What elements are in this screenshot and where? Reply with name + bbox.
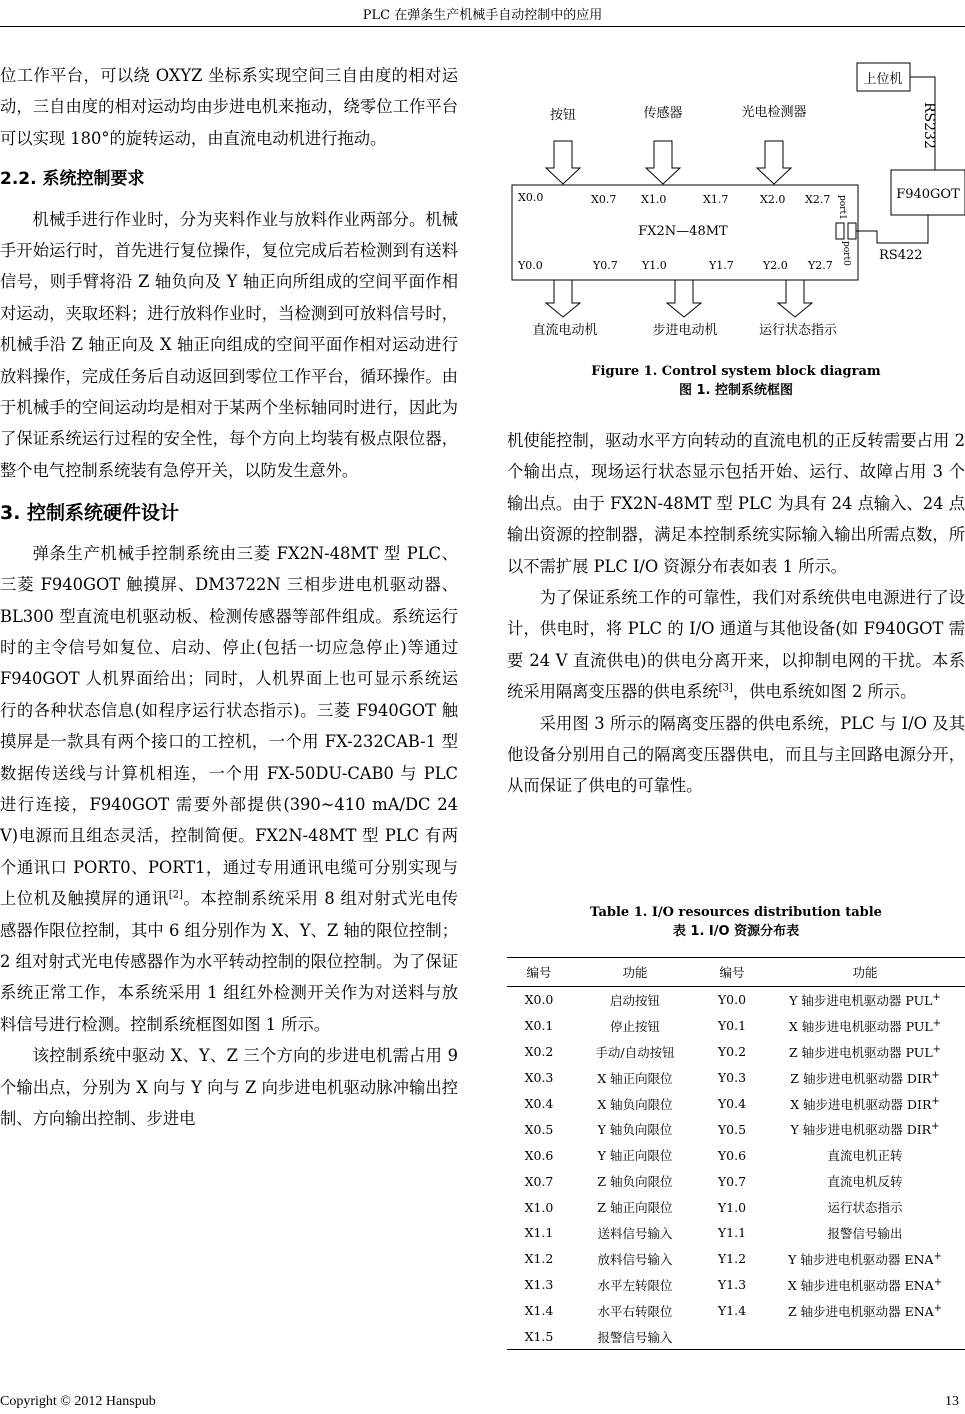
cell-output-function-text: X 轴步进电机驱动器 PUL: [788, 1018, 933, 1034]
cell-output-no: [699, 1142, 765, 1168]
cell-input-no-text: X1.3: [524, 1277, 554, 1293]
left-column: [0, 60, 458, 1134]
signal-polarity-sup: +: [933, 1302, 943, 1314]
cell-output-no-text: Y1.4: [717, 1303, 747, 1319]
cell-input-no: [507, 1220, 571, 1246]
control-block-diagram: [507, 55, 965, 345]
hardware-text-b: 。本控制系统采用 8 组对射式光电传感器作限位控制，其中 6 组分别作为 X、Y、Z 轴的限位控制；2 组对射式光电传感器作为水平转动控制的限位控制。为了保证系统正常工作，本系统采用 1 组红外检测开关作为对送料与放料信号进行检测。控制系统框图如图 1 所示。: [0, 889, 458, 1034]
cell-output-no: [699, 1324, 765, 1350]
section-heading-2-2: 2.2. 系统控制要求: [0, 169, 145, 190]
cell-input-function-text: 放料信号输入: [597, 1251, 673, 1267]
signal-polarity-sup: +: [931, 1121, 940, 1133]
header-output-function: 功能: [765, 958, 965, 987]
cell-output-function-text: Y 轴步进电机驱动器 DIR: [790, 1122, 932, 1138]
cell-output-function: [765, 1039, 965, 1065]
table-row: [507, 1272, 965, 1298]
port1-connector: [836, 223, 844, 239]
cell-output-function-text: X 轴步进电机驱动器 DIR: [790, 1096, 932, 1112]
running-header: PLC 在弹条生产机械手自动控制中的应用: [362, 8, 603, 23]
input-pin-label: X2.7: [805, 193, 831, 206]
header-input-function: 功能: [571, 958, 699, 987]
output-pin-label: Y2.7: [808, 259, 833, 272]
table-row: [507, 1194, 965, 1220]
header-output-no: 编号: [699, 958, 765, 987]
cell-output-function: [765, 987, 965, 1013]
cell-output-function: [765, 1272, 965, 1298]
cell-input-function: [571, 1091, 699, 1117]
cell-output-function: [765, 1246, 965, 1272]
cell-output-no: [699, 1220, 765, 1246]
cell-input-no-text: X1.2: [524, 1251, 554, 1267]
cell-input-function-text: 水平右转限位: [597, 1303, 673, 1319]
cell-output-no-text: Y1.2: [717, 1251, 747, 1267]
signal-polarity-sup: +: [933, 1250, 942, 1262]
rs232-label: RS232: [921, 102, 937, 149]
cell-output-no-text: Y0.2: [717, 1044, 747, 1060]
cell-output-function: [765, 1013, 965, 1039]
io-resource-table: [507, 957, 965, 1350]
cell-output-no: [699, 1039, 765, 1065]
cell-output-function-text: 运行状态指示: [827, 1200, 903, 1216]
cell-output-function: [765, 1142, 965, 1168]
cell-input-no-text: X0.5: [524, 1121, 554, 1137]
cell-output-function: [765, 1194, 965, 1220]
rs422-link: [856, 215, 928, 243]
section-heading-3: 3. 控制系统硬件设计: [0, 502, 180, 525]
cell-input-no-text: X0.2: [524, 1044, 554, 1060]
cell-input-no: [507, 1324, 571, 1350]
cell-output-function: [765, 1065, 965, 1091]
cell-input-function: [571, 1194, 699, 1220]
table-row: [507, 1116, 965, 1142]
citation-2[interactable]: [2]: [168, 889, 183, 901]
cell-output-no-text: Y1.0: [717, 1199, 747, 1215]
output-pin-label: Y2.0: [763, 259, 788, 272]
cell-output-no: [699, 1272, 765, 1298]
cell-output-function-text: 直流电机正转: [827, 1148, 903, 1164]
cell-input-no: [507, 1091, 571, 1117]
output-pin-label: Y0.0: [518, 259, 543, 272]
cell-output-no-text: Y0.4: [717, 1096, 747, 1111]
table-body: [507, 987, 965, 1350]
table-row: [507, 1091, 965, 1117]
hmi-label: F940GOT: [896, 187, 960, 202]
cell-output-function: [765, 1168, 965, 1194]
host-computer-label: 上位机: [863, 72, 903, 87]
paragraph-output-points: 机使能控制，驱动水平方向转动的直流电机的正反转需要占用 2 个输出点，现场运行状态显示包括开始、运行、故障占用 3 个输出点。由于 FX2N-48MT 型 PLC 为具有 24 点输入、24 点输出资源的控制器，满足本控制系统实际输入输出所需点数，所以不需扩展 PLC I/O 资源分布表如表 1 所示。: [507, 431, 965, 576]
cell-output-no: [699, 1116, 765, 1142]
cell-input-function-text: Y 轴负向限位: [597, 1122, 673, 1138]
input-arrow: [546, 141, 580, 184]
output-label-dc-motor: 直流电动机: [532, 323, 598, 338]
cell-input-no: [507, 1194, 571, 1220]
output-pin-label: Y1.7: [709, 259, 734, 272]
cell-output-no: [699, 987, 765, 1013]
cell-input-function: [571, 1220, 699, 1246]
cell-input-no-text: X0.1: [524, 1018, 554, 1034]
cell-output-function-text: Y 轴步进电机驱动器 ENA: [788, 1251, 934, 1267]
table-row: [507, 1298, 965, 1324]
cell-input-function-text: 停止按钮: [609, 1018, 660, 1034]
cell-input-no: [507, 1168, 571, 1194]
signal-polarity-sup: +: [931, 1095, 940, 1107]
cell-input-function-text: Z 轴正向限位: [597, 1200, 673, 1216]
footer-copyright: Copyright © 2012 Hanspub: [0, 1394, 156, 1409]
cell-output-function-text: Z 轴步进电机驱动器 PUL: [788, 1044, 933, 1060]
input-pin-label: X1.7: [703, 193, 729, 206]
output-arrow: [778, 280, 812, 317]
cell-output-function-text: Z 轴步进电机驱动器 DIR: [790, 1070, 932, 1086]
cell-input-function: [571, 1142, 699, 1168]
cell-output-no-text: Y1.3: [717, 1277, 747, 1293]
header-rule: [0, 26, 965, 27]
cell-input-function: [571, 1065, 699, 1091]
cell-input-function-text: X 轴负向限位: [597, 1096, 673, 1112]
cell-input-no-text: X1.1: [524, 1225, 554, 1241]
cell-input-function-text: 水平左转限位: [597, 1277, 673, 1293]
cell-output-function: [765, 1298, 965, 1324]
table-row: [507, 1324, 965, 1350]
table-row: [507, 987, 965, 1013]
cell-input-function-text: Z 轴负向限位: [597, 1174, 673, 1190]
figure1-caption: [507, 362, 965, 400]
signal-polarity-sup: +: [932, 1017, 942, 1029]
cell-input-function-text: 报警信号输入: [597, 1329, 673, 1345]
cell-input-no: [507, 1298, 571, 1324]
cell-input-no-text: X1.4: [524, 1303, 554, 1319]
table-row: [507, 1220, 965, 1246]
cell-input-no: [507, 1065, 571, 1091]
input-label-photodetector: 光电检测器: [741, 105, 807, 120]
input-pin-label: X1.0: [641, 193, 667, 206]
output-pin-label: Y0.7: [593, 259, 618, 272]
signal-polarity-sup: +: [933, 1276, 943, 1288]
right-column: [507, 425, 965, 802]
cell-input-function-text: 启动按钮: [609, 992, 660, 1008]
table1-caption: [507, 903, 965, 941]
cell-input-no: [507, 1246, 571, 1272]
cell-output-function-text: 报警信号输出: [827, 1225, 903, 1241]
table-row: [507, 1168, 965, 1194]
input-label-sensor: 传感器: [643, 106, 683, 121]
cell-output-no-text: Y0.1: [717, 1018, 747, 1034]
paragraph-isolation-transformer: 采用图 3 所示的隔离变压器的供电系统，PLC 与 I/O 及其他设备分别用自己的隔离变压器供电，而且与主回路电源分开，从而保证了供电的可靠性。: [507, 713, 965, 796]
hardware-text-a: 弹条生产机械手控制系统由三菱 FX2N-48MT 型 PLC、三菱 F940GOT 触摸屏、DM3722N 三相步进电机驱动器、BL300 型直流电机驱动板、检测传感器等部件组成。系统运行时的主令信号如复位、启动、停止(包括一切应急停止)等通过 F940GOT 人机界面给出；同时，人机界面上也可显示系统运行的各种状态信息(如程序运行状态指示)。三菱 F940GOT 触摸屏是一款具有两个接口的工控机，一个用 FX-232CAB-1 型数据传送线与计算机相连，一个用 FX-50DU-CAB0 与 PLC 进行连接，F940GOT 需要外部提供(390~410 mA/DC 24 V)电源而且组态灵活，控制简便。FX2N-48MT 型 PLC 有两个通讯口 PORT0、PORT1，通过专用通讯电缆可分别实现与上位机及触摸屏的通讯: [0, 543, 458, 909]
figure1-caption-en: Figure 1. Control system block diagram: [591, 364, 881, 379]
header-input-no: 编号: [507, 958, 571, 987]
cell-input-no: [507, 1272, 571, 1298]
signal-polarity-sup: +: [932, 991, 941, 1003]
table-header-row: [507, 958, 965, 987]
cell-input-no: [507, 1142, 571, 1168]
port0-label: port0: [841, 241, 851, 266]
cell-output-no: [699, 1091, 765, 1117]
figure1-caption-zh: 图 1. 控制系统框图: [678, 383, 794, 398]
cell-input-function: [571, 1116, 699, 1142]
cell-output-function-text: Z 轴步进电机驱动器 ENA: [787, 1303, 934, 1319]
paragraph-power-supply: [507, 582, 965, 708]
cell-output-no: [699, 1065, 765, 1091]
cell-output-function-text: Y 轴步进电机驱动器 PUL: [789, 992, 933, 1008]
paragraph-hardware-design: [0, 538, 458, 1041]
table-row: [507, 1142, 965, 1168]
output-pin-label: Y1.0: [642, 259, 667, 272]
input-arrow: [757, 141, 791, 184]
port1-label: port1: [837, 195, 847, 220]
cell-input-no-text: X1.5: [524, 1329, 554, 1345]
output-label-status-indicator: 运行状态指示: [758, 323, 838, 338]
paragraph-stepper-outputs: 该控制系统中驱动 X、Y、Z 三个方向的步进电机需占用 9 个输出点，分别为 X 向与 Y 向与 Z 向步进电机驱动脉冲输出控制、方向输出控制、步进电: [0, 1046, 458, 1128]
cell-output-no: [699, 1168, 765, 1194]
cell-input-no-text: X0.0: [524, 992, 554, 1008]
cell-output-no-text: Y0.6: [717, 1147, 747, 1163]
cell-input-function-text: Y 轴正向限位: [597, 1148, 673, 1164]
paragraph-control-requirements: 机械手进行作业时，分为夹料作业与放料作业两部分。机械手开始运行时，首先进行复位操作，复位完成后若检测到有送料信号，则手臂将沿 Z 轴负向及 Y 轴正向所组成的空间平面作相对运动，夹取坯料；进行放料作业时，当检测到可放料信号时，机械手沿 Z 轴正向及 X 轴正向组成的空间平面作相对运动进行放料操作，完成任务后自动返回到零位工作平台，循环操作。由于机械手的空间运动均是相对于某两个坐标轴同时进行，因此为了保证系统运行过程的安全性，每个方向上均装有极点限位器，整个电气控制系统装有急停开关，以防发生意外。: [0, 209, 458, 480]
cell-input-no: [507, 1116, 571, 1142]
cell-input-no-text: X0.4: [524, 1096, 554, 1111]
table1-caption-en: Table 1. I/O resources distribution table: [590, 905, 882, 920]
input-pin-label: X0.7: [591, 193, 617, 206]
output-label-stepper-motor: 步进电动机: [652, 323, 718, 338]
cell-output-function-text: 直流电机反转: [827, 1174, 903, 1190]
input-pin-label: X0.0: [518, 191, 544, 204]
cell-input-function: [571, 1272, 699, 1298]
cell-input-function: [571, 1013, 699, 1039]
table1-caption-zh: 表 1. I/O 资源分布表: [672, 924, 800, 939]
cell-input-no: [507, 1039, 571, 1065]
table-row: [507, 1065, 965, 1091]
cell-input-function: [571, 1324, 699, 1350]
cell-output-no-text: Y0.7: [717, 1173, 747, 1189]
cell-output-no: [699, 1013, 765, 1039]
power-text-b: ，供电系统如图 2 所示。: [732, 682, 917, 702]
output-arrow: [546, 280, 580, 317]
cell-input-function: [571, 1168, 699, 1194]
plc-model-label: FX2N—48MT: [638, 224, 728, 239]
paragraph-continued: 位工作平台，可以绕 OXYZ 坐标系实现空间三自由度的相对运动，三自由度的相对运动均由步进电机来拖动，绕零位工作平台可以实现 180°的旋转运动，由直流电动机进行拖动。: [0, 66, 458, 148]
input-pin-label: X2.0: [760, 193, 786, 206]
cell-input-no: [507, 1013, 571, 1039]
cell-input-function-text: 手动/自动按钮: [595, 1044, 675, 1060]
rs422-label: RS422: [879, 248, 923, 263]
cell-output-function: [765, 1116, 965, 1142]
table-row: [507, 1013, 965, 1039]
port0-connector: [848, 223, 856, 239]
citation-3[interactable]: [3]: [718, 682, 733, 694]
table-row: [507, 1039, 965, 1065]
cell-output-no-text: Y0.3: [717, 1070, 747, 1086]
cell-input-no-text: X0.6: [524, 1147, 554, 1163]
cell-output-no: [699, 1194, 765, 1220]
cell-input-function-text: X 轴正向限位: [597, 1070, 673, 1086]
table-row: [507, 1246, 965, 1272]
cell-output-no: [699, 1298, 765, 1324]
signal-polarity-sup: +: [931, 1069, 940, 1081]
cell-input-no-text: X1.0: [524, 1199, 554, 1215]
cell-input-function: [571, 1298, 699, 1324]
cell-input-no-text: X0.7: [524, 1173, 554, 1189]
cell-output-no-text: Y0.5: [717, 1121, 747, 1137]
input-arrow: [646, 141, 680, 184]
input-label-button: 按钮: [549, 108, 577, 123]
cell-input-function: [571, 1039, 699, 1065]
cell-input-no: [507, 987, 571, 1013]
cell-input-function: [571, 987, 699, 1013]
cell-output-function-text: X 轴步进电机驱动器 ENA: [787, 1277, 934, 1293]
cell-output-no-text: Y1.1: [717, 1225, 747, 1241]
cell-input-function-text: 送料信号输入: [597, 1225, 673, 1241]
cell-output-function: [765, 1220, 965, 1246]
cell-output-no-text: Y0.0: [717, 992, 747, 1008]
output-arrow: [667, 280, 701, 317]
power-text-a: 为了保证系统工作的可靠性，我们对系统供电电源进行了设计，供电时，将 PLC 的 I/O 通道与其他设备(如 F940GOT 需要 24 V 直流供电)的供电分离开来，以抑制电网的干扰。本系统采用隔离变压器的供电系统: [507, 588, 965, 702]
signal-polarity-sup: +: [932, 1043, 942, 1055]
cell-output-function: [765, 1091, 965, 1117]
cell-output-no: [699, 1246, 765, 1272]
cell-input-no-text: X0.3: [524, 1070, 554, 1086]
footer-page-number: 13: [945, 1394, 959, 1409]
cell-input-function: [571, 1246, 699, 1272]
cell-output-function: [765, 1324, 965, 1350]
